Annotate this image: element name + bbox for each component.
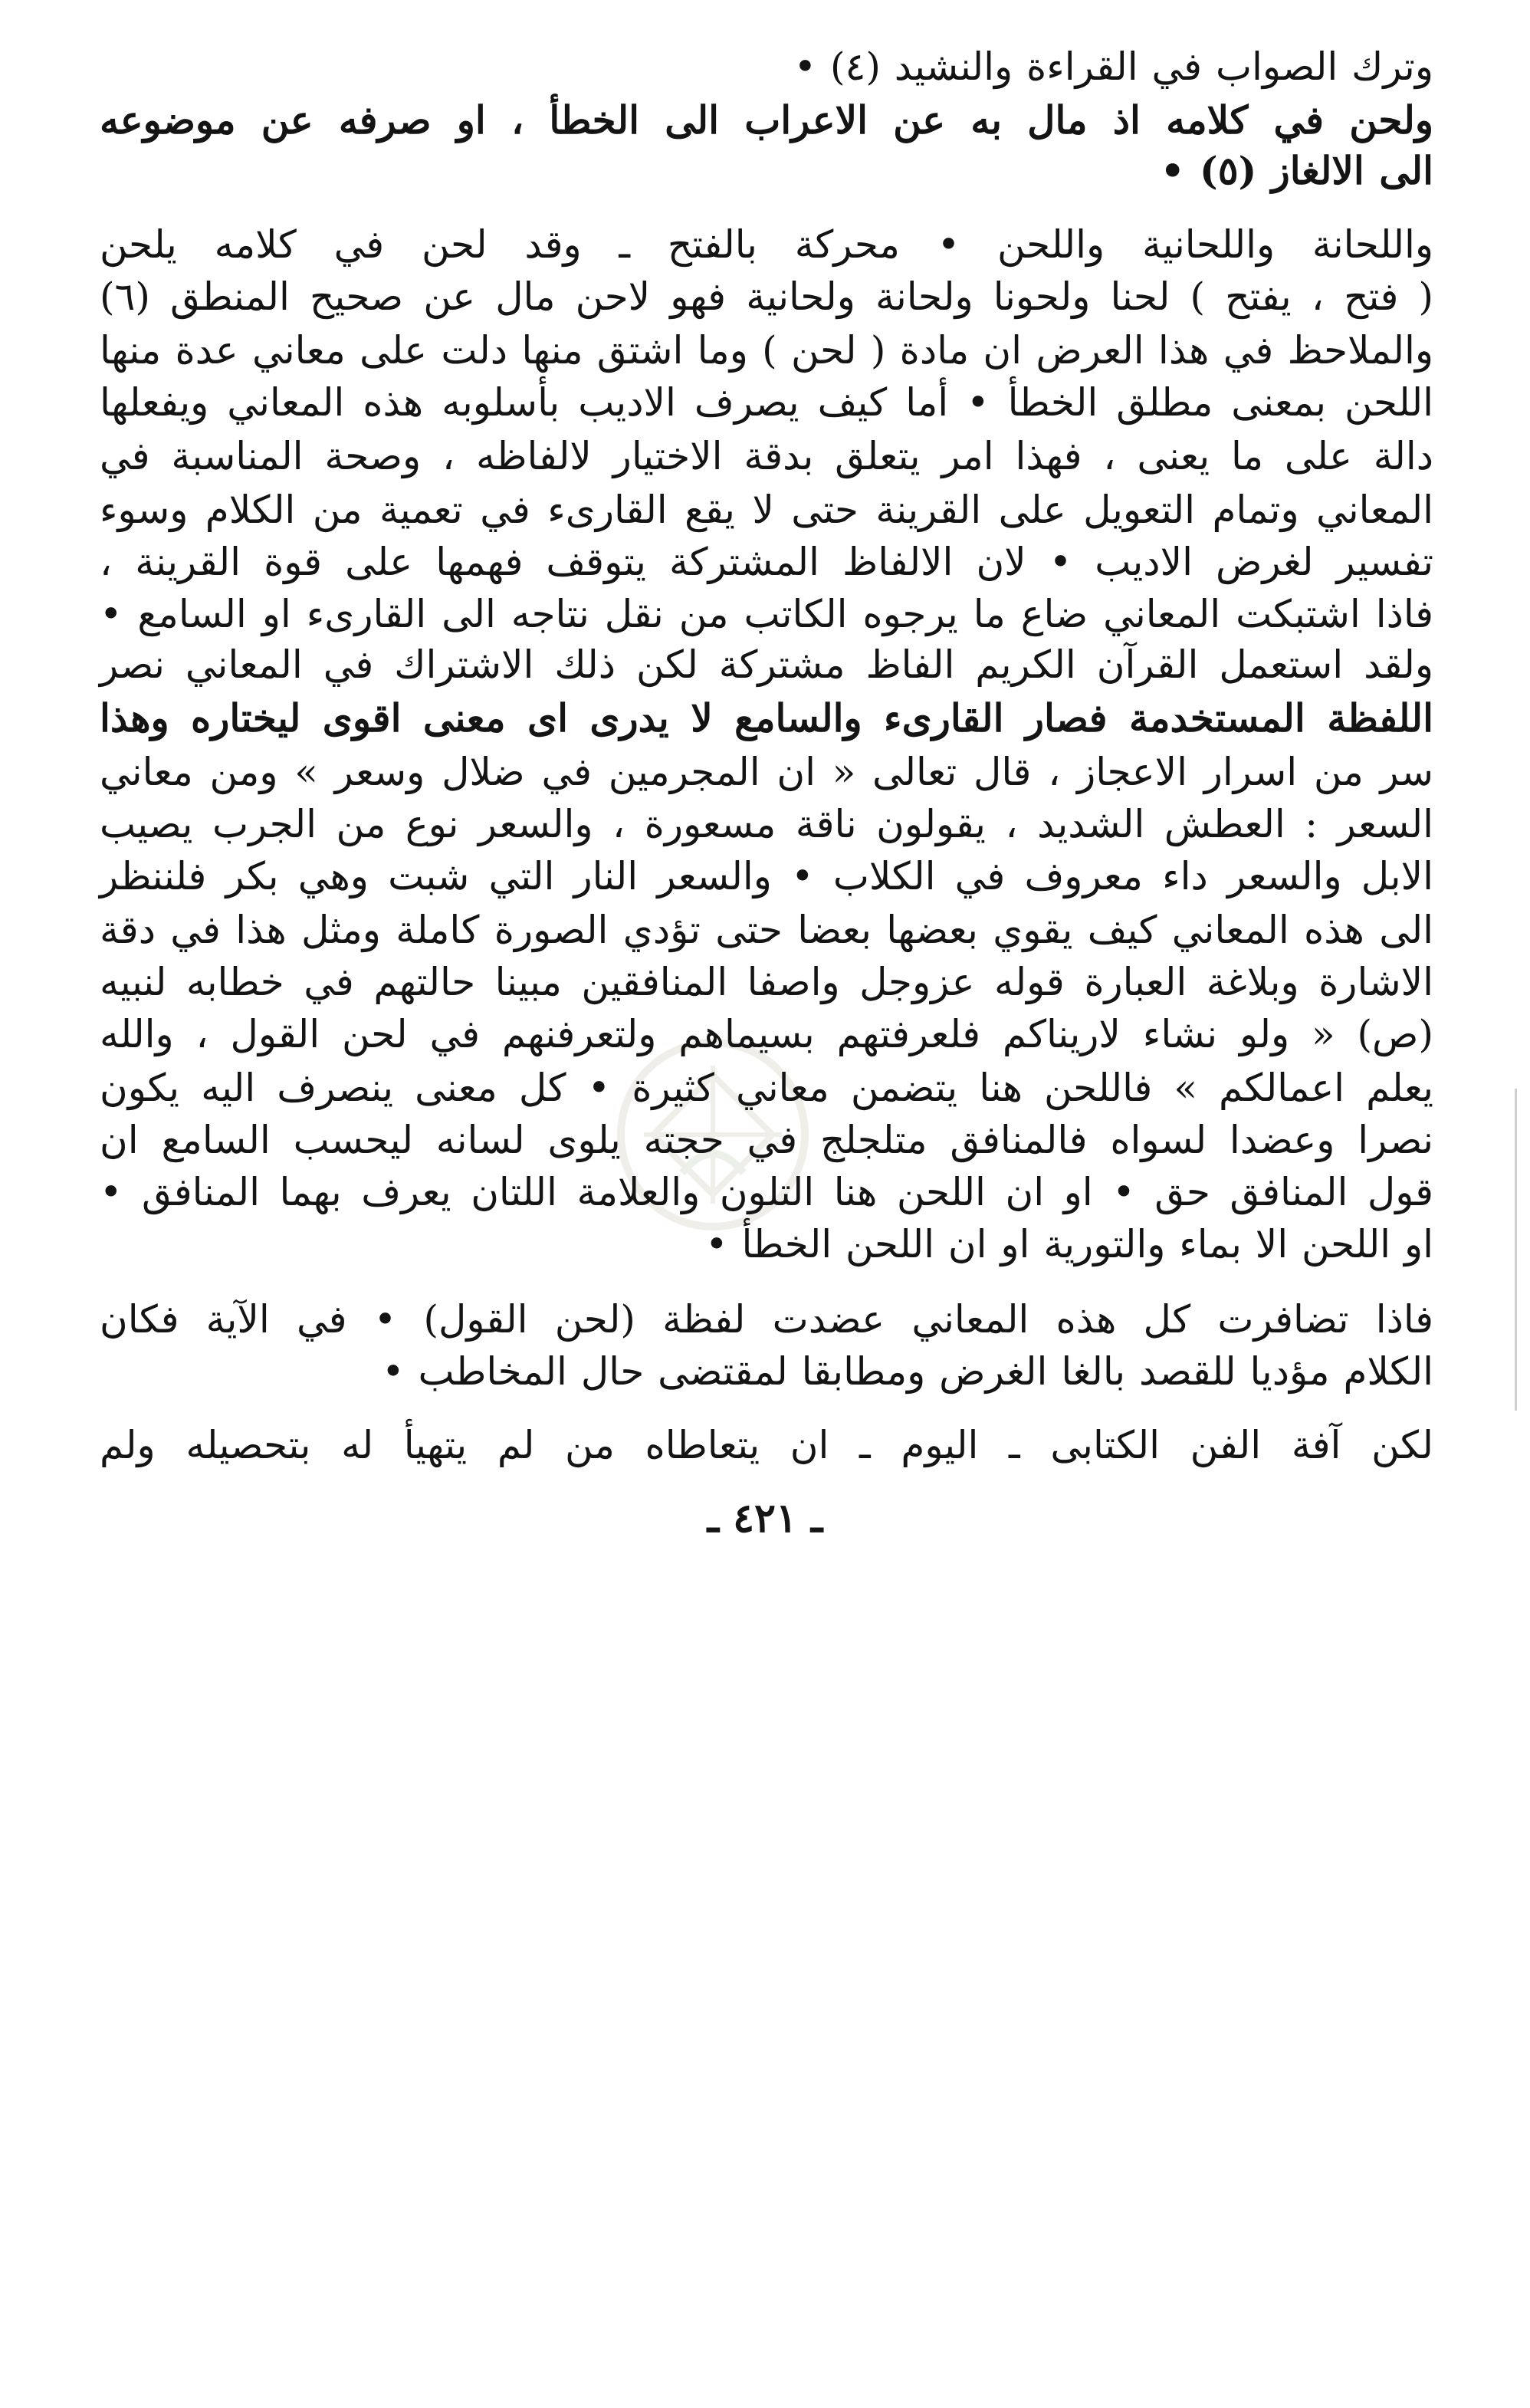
text-line-22: قول المنافق حق • او ان اللحن هنا التلون والعلامة اللتان يعرف بهما المنافق • [100,1170,1433,1214]
text-line-25: الكلام مؤديا للقصد بالغا الغرض ومطابقا لمقتضى حال المخاطب • [382,1349,1433,1394]
text-line-18: الاشارة وبلاغة العبارة قوله عزوجل واصفا المنافقين مبينا حالتهم في خطابه لنبيه [100,960,1433,1004]
text-line-2: ولحن في كلامه اذ مال به عن الاعراب الى الخطأ ، او صرفه عن موضوعه [100,97,1433,143]
text-line-21: نصرا وعضدا لسواه فالمنافق متلجلج في حجته يلوى لسانه ليحسب السامع ان [100,1118,1433,1162]
text-line-20: يعلم اعمالكم » فاللحن هنا يتضمن معاني كثيرة • كل معنى ينصرف اليه يكون [100,1066,1433,1110]
text-line-15: السعر : العطش الشديد ، يقولون ناقة مسعورة ، والسعر نوع من الجرب يصيب [100,802,1433,846]
scan-edge-mark [1515,1089,1517,1411]
text-line-14: سر من اسرار الاعجاز ، قال تعالى « ان المجرمين في ضلال وسعر » ومن معاني [100,750,1433,794]
text-line-8: دالة على ما يعنى ، فهذا امر يتعلق بدقة الاختيار لالفاظه ، وصحة المناسبة في [100,434,1433,478]
text-line-13: اللفظة المستخدمة فصار القارىء والسامع لا يدرى اى معنى اقوى ليختاره وهذا [100,695,1433,741]
text-line-24: فاذا تضافرت كل هذه المعاني عضدت لفظة (لحن القول) • في الآية فكان [100,1297,1433,1342]
text-line-10: تفسير لغرض الاديب • لان الالفاظ المشتركة يتوقف فهمها على قوة القرينة ، [100,540,1433,584]
text-line-6: والملاحظ في هذا العرض ان مادة ( لحن ) وما اشتق منها دلت على معاني عدة منها [100,328,1433,373]
text-line-9: المعاني وتمام التعويل على القرينة حتى لا يقع القارىء في تعمية من الكلام وسوء [100,488,1433,532]
text-line-19: (ص) « ولو نشاء لاريناكم فلعرفتهم بسيماهم ولتعرفنهم في لحن القول ، والله [100,1012,1433,1056]
text-line-3: الى الالغاز (٥) • [1160,148,1433,193]
text-line-23: او اللحن الا بماء والتورية او ان اللحن الخطأ • [705,1222,1433,1266]
text-line-11: فاذا اشتبكت المعاني ضاع ما يرجوه الكاتب من نقل نتاجه الى القارىء او السامع • [100,592,1433,636]
text-line-5: ( فتح ، يفتح ) لحنا ولحونا ولحانة ولحانية فهو لاحن مال عن صحيح المنطق (٦) [100,274,1433,319]
text-line-1: وترك الصواب في القراءة والنشيد (٤) • [793,44,1433,89]
text-line-4: واللحانة واللحانية واللحن • محركة بالفتح ـ وقد لحن في كلامه يلحن [100,222,1433,267]
text-line-7: اللحن بمعنى مطلق الخطأ • أما كيف يصرف الاديب بأسلوبه هذه المعاني ويفعلها [100,380,1433,425]
text-line-12: ولقد استعمل القرآن الكريم الفاظ مشتركة لكن ذلك الاشتراك في المعاني نصر [100,642,1433,687]
text-line-17: الى هذه المعاني كيف يقوي بعضها بعضا حتى تؤدي الصورة كاملة ومثل هذا في دقة [100,908,1433,952]
text-line-26: لكن آفة الفن الكتابى ـ اليوم ـ ان يتعاطاه من لم يتهيأ له بتحصيله ولم [100,1423,1433,1467]
text-line-16: الابل والسعر داء معروف في الكلاب • والسعر النار التي شبت وهي بكر فلننظر [100,854,1433,898]
page-number: ـ ٤٢١ ـ [707,1495,823,1542]
